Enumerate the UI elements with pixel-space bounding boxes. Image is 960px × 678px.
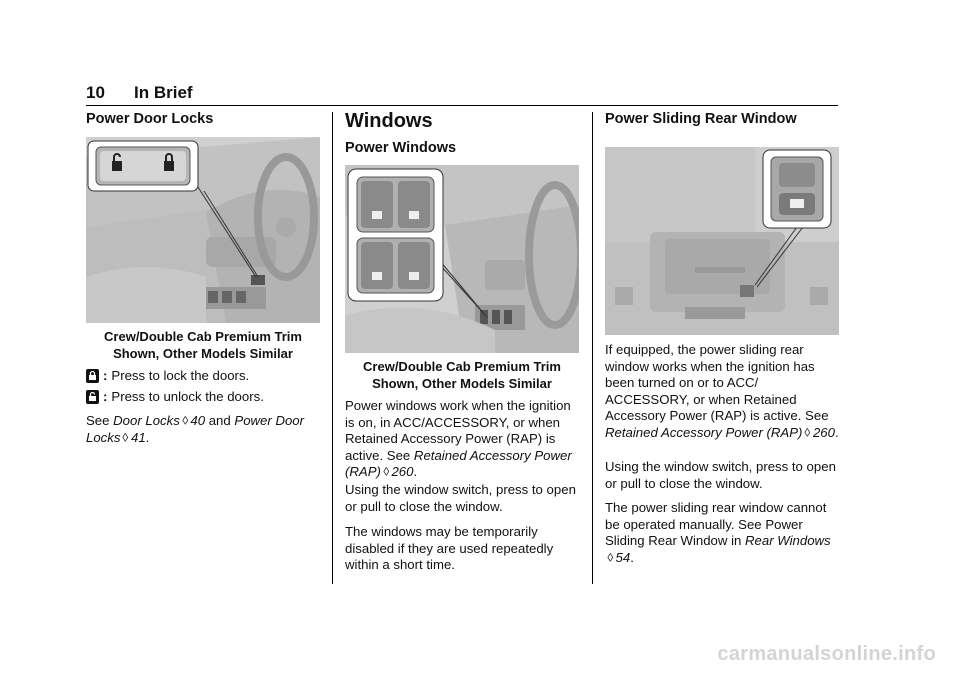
power-windows-paragraph-1: Power windows work when the ignition is on, in ACC/ACCESSORY, or when Retained Accessory Power (RAP) is active. See Retained Accessory Power (RAP) ◊ 260. [345,398,572,480]
see-label: See [86,413,110,428]
xref-symbol: ◊ [607,550,614,565]
see-also-paragraph [86,413,320,446]
column-divider [332,112,333,584]
sliding-window-paragraph-3: The power sliding rear window cannot be operated manually. See Power Sliding Rear Window in Rear Windows◊ 54. [605,500,831,565]
xref-symbol: ◊ [804,425,811,440]
page-number: 10 [86,83,105,102]
paragraph-text: If equipped, the power sliding rear window works when the ignition has been turned on or to ACC/ ACCESSORY, or when Retained Accessory Power (RAP) is active. See [605,342,829,424]
period: . [145,429,150,445]
xref-symbol: ◊ [383,465,390,479]
xref-power-door-locks[interactable]: Power Door Locks [86,413,305,445]
watermark: carmanualsonline.info [717,643,936,665]
xref-page[interactable]: 260 [391,464,414,480]
page-header [86,83,838,106]
xref-page[interactable]: 54 [615,549,631,565]
heading-power-windows: Power Windows [345,140,457,156]
lock-text: Press to lock the doors. [111,368,250,383]
lock-row [86,368,320,385]
figure-caption [345,358,579,392]
heading-power-sliding-rear-window: Power Sliding Rear Window [605,111,797,127]
column-divider [592,112,593,584]
lock-icon [86,369,99,383]
caption-line: Shown, Other Models Similar [113,346,293,361]
xref-page[interactable]: 40 [190,413,206,428]
quoted-title: Power Sliding Rear Window [605,516,803,549]
section-title: In Brief [134,83,193,102]
section-heading-windows: Windows [345,110,433,132]
heading-power-door-locks: Power Door Locks [86,111,214,127]
unlock-text: Press to unlock the doors. [111,389,264,404]
xref-rap[interactable]: Retained Accessory Power (RAP) [605,424,803,440]
xref-page[interactable]: 41 [130,429,146,445]
power-windows-paragraph-2: Using the window switch, press to open or pull to close the window. [345,482,576,514]
caption-line: Crew/Double Cab Premium Trim [104,329,302,344]
xref-rear-windows[interactable]: Rear Windows [745,533,831,549]
xref-rap[interactable]: Retained Accessory Power (RAP) [345,447,572,480]
power-window-illustration [345,165,579,353]
caption-line: Shown, Other Models Similar [372,376,552,391]
figure-caption [86,328,320,362]
in-label: in [731,533,742,549]
power-windows-paragraph-3: The windows may be temporarily disabled if they are used repeatedly within a short time. [345,524,554,573]
sliding-window-paragraph-2: Using the window switch, press to open or pull to close the window. [605,459,836,491]
unlock-row [86,389,320,406]
xref-door-locks[interactable]: Door Locks [113,413,180,428]
paragraph-text: Power windows work when the ignition is on, in ACC/ACCESSORY, or when Retained Accessory Power (RAP) is active. See [345,398,571,463]
lock-colon: : [103,368,108,383]
door-lock-illustration [86,137,320,323]
sliding-rear-window-illustration [605,147,839,335]
caption-line: Crew/Double Cab Premium Trim [363,359,561,374]
xref-page[interactable]: 260 [812,424,835,440]
xref-symbol: ◊ [122,430,129,444]
xref-symbol: ◊ [182,413,189,428]
sliding-window-paragraph-1: If equipped, the power sliding rear window works when the ignition has been turned on or to ACC/ ACCESSORY, or when Retained Accessory Power (RAP) is active. See Retained Accessory Power (RAP) ◊ 260. [605,342,839,440]
unlock-icon [86,390,99,404]
and-label: and [208,413,231,428]
paragraph-text: The power sliding rear window cannot be operated manually. See [605,500,827,532]
unlock-colon: : [103,389,108,404]
